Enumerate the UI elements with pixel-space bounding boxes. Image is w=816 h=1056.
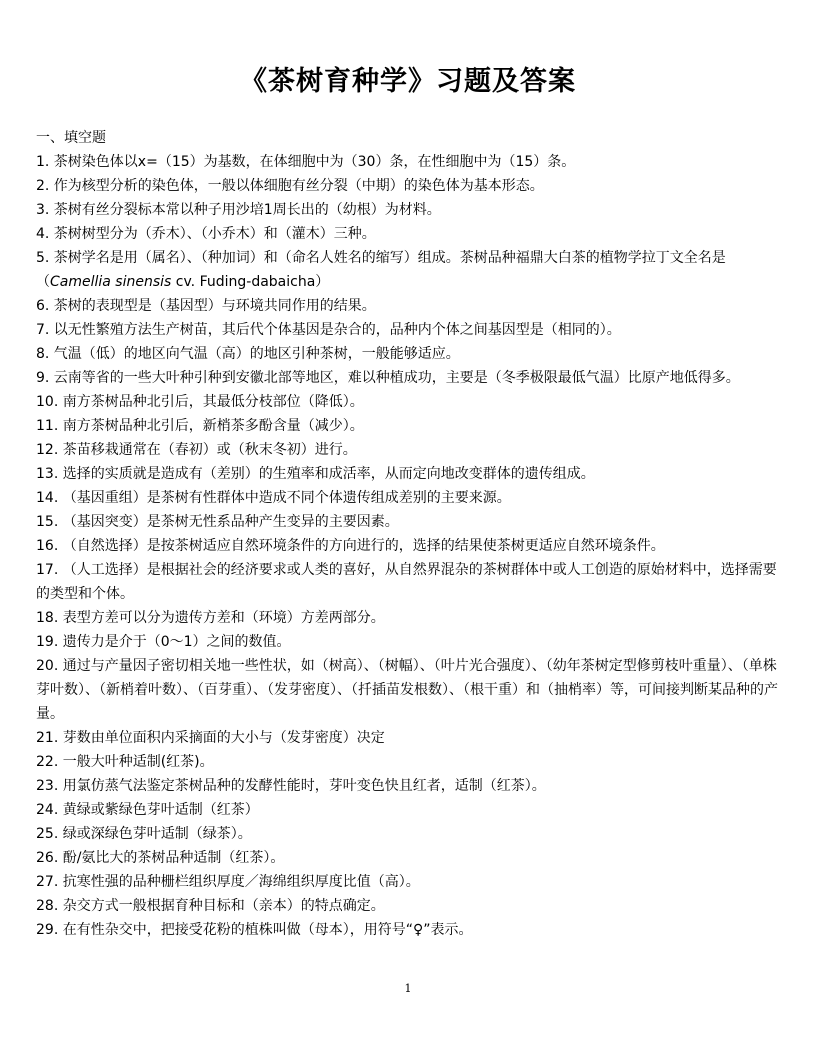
question-item: 12. 茶苗移栽通常在（春初）或（秋末冬初）进行。 xyxy=(36,442,357,458)
question-item: 8. 气温（低）的地区向气温（高）的地区引种茶树，一般能够适应。 xyxy=(36,346,460,362)
question-text: 5. 茶树学名是用（属名）、（种加词）和（命名人姓名的缩写）组成。茶树品种福鼎大白茶的植物学拉丁文全名是（ xyxy=(36,250,726,290)
question-item: 6. 茶树的表现型是（基因型）与环境共同作用的结果。 xyxy=(36,298,376,314)
question-item: 14. （基因重组）是茶树有性群体中造成不同个体遗传组成差别的主要来源。 xyxy=(36,490,511,506)
question-item: 19. 遗传力是介于（0～1）之间的数值。 xyxy=(36,634,291,650)
question-item: 27. 抗寒性强的品种栅栏组织厚度／海绵组织厚度比值（高）。 xyxy=(36,874,420,890)
question-item: 13. 选择的实质就是造成有（差别）的生殖率和成活率，从而定向地改变群体的遗传组成。 xyxy=(36,466,595,482)
question-item: 21. 芽数由单位面积内采摘面的大小与（发芽密度）决定 xyxy=(36,730,385,746)
question-item: 24. 黄绿或紫绿色芽叶适制（红茶） xyxy=(36,802,259,818)
question-item: 20. 通过与产量因子密切相关地一些性状，如（树高）、（树幅）、（叶片光合强度）、（幼年茶树定型修剪枝叶重量）、（单株芽叶数）、（新梢着叶数）、（百芽重）、（发芽密度）、（扦插苗发根数）、（根干重）和（抽梢率）等，可间接判断某品种的产量。 xyxy=(36,658,778,722)
page-number: 1 xyxy=(404,982,412,995)
question-item: 2. 作为核型分析的染色体，一般以体细胞有丝分裂（中期）的染色体为基本形态。 xyxy=(36,178,544,194)
question-list xyxy=(36,150,784,942)
question-item: 1. 茶树染色体以x=（15）为基数，在体细胞中为（30）条，在性细胞中为（15）条。 xyxy=(36,154,576,170)
question-item: 15. （基因突变）是茶树无性系品种产生变异的主要因素。 xyxy=(36,514,399,530)
question-item: 9. 云南等省的一些大叶种引种到安徽北部等地区，难以种植成功，主要是（冬季极限最低气温）比原产地低得多。 xyxy=(36,370,740,386)
question-item: 4. 茶树树型分为（乔木）、（小乔木）和（灌木）三种。 xyxy=(36,226,376,242)
question-item: 16. （自然选择）是按茶树适应自然环境条件的方向进行的，选择的结果使茶树更适应自然环境条件。 xyxy=(36,538,665,554)
question-item: 26. 酚/氨比大的茶树品种适制（红茶）。 xyxy=(36,850,285,866)
latin-name: Camellia sinensis xyxy=(50,274,172,290)
question-item: 7. 以无性繁殖方法生产树苗，其后代个体基因是杂合的，品种内个体之间基因型是（相同的）。 xyxy=(36,322,621,338)
section-heading: 一、填空题 xyxy=(36,130,106,146)
question-item: 25. 绿或深绿色芽叶适制（绿茶）。 xyxy=(36,826,252,842)
question-item: 28. 杂交方式一般根据育种目标和（亲本）的特点确定。 xyxy=(36,898,385,914)
question-item: 22. 一般大叶种适制(红茶)。 xyxy=(36,754,214,770)
question-item xyxy=(36,246,784,294)
question-item: 17. （人工选择）是根据社会的经济要求或人类的喜好，从自然界混杂的茶树群体中或人工创造的原始材料中，选择需要的类型和个体。 xyxy=(36,562,777,602)
document-body xyxy=(36,126,784,942)
question-text: cv. Fuding-dabaicha） xyxy=(171,274,330,290)
question-item: 3. 茶树有丝分裂标本常以种子用沙培1周长出的（幼根）为材料。 xyxy=(36,202,441,218)
question-item: 29. 在有性杂交中，把接受花粉的植株叫做（母本），用符号“♀”表示。 xyxy=(36,922,473,938)
question-item: 10. 南方茶树品种北引后，其最低分枝部位（降低）。 xyxy=(36,394,364,410)
question-item: 18. 表型方差可以分为遗传方差和（环境）方差两部分。 xyxy=(36,610,385,626)
question-item: 23. 用氯仿蒸气法鉴定茶树品种的发酵性能时，芽叶变色快且红者，适制（红茶）。 xyxy=(36,778,546,794)
question-item: 11. 南方茶树品种北引后，新梢茶多酚含量（减少）。 xyxy=(36,418,364,434)
document-title: 《茶树育种学》习题及答案 xyxy=(240,66,576,97)
